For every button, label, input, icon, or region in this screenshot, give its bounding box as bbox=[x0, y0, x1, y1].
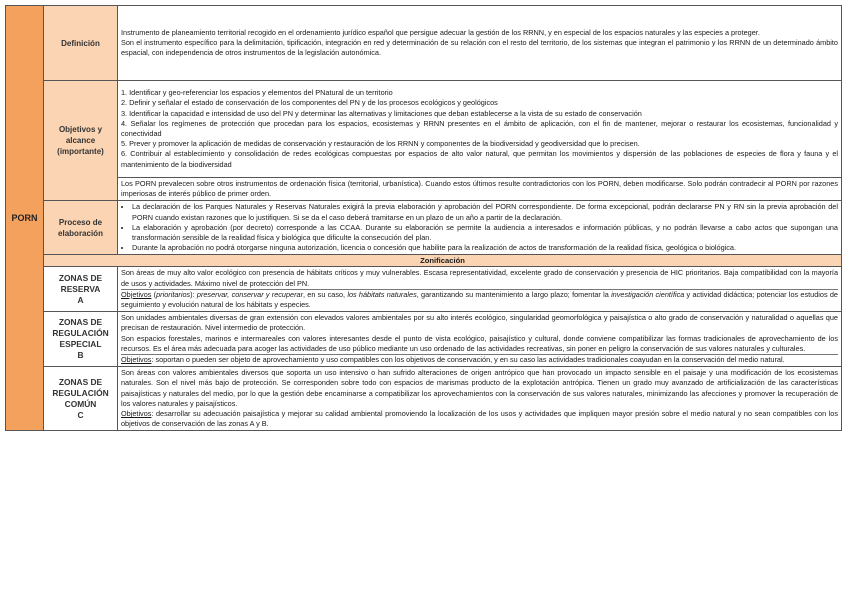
definicion-content bbox=[118, 6, 842, 81]
objetivo-item: 1. Identificar y geo-referenciar los espacios y elementos del PNatural de un territorio bbox=[121, 88, 393, 98]
zona-b-description: Son espacios forestales, marinos e intermareales con valores interesantes desde el punto de vista ecológico, paisajístico y cultural, donde conviene compatibilizar las formas tradicionales de aprovechamiento de los recursos. Es el área más adecuada para acoger las actividades de uso público mediante un uso ordenado de las actividades recreativas, sin poner en peligro la conservación de sus valores naturales y culturales. bbox=[121, 333, 838, 353]
proceso-bullet: • Durante la aprobación no podrá otorgarse ninguna autorización, licencia o concesión que habilite para la realización de actos de transformación de la realidad física, geológica o biológica. bbox=[132, 243, 838, 253]
zona-a-label-line: A bbox=[77, 294, 84, 305]
row-zona-a bbox=[6, 267, 842, 312]
zona-a-content bbox=[118, 267, 842, 312]
objetivos-heading: Objetivos bbox=[121, 409, 152, 419]
zona-c-content bbox=[118, 367, 842, 431]
text-fragment: prioritarios bbox=[156, 289, 191, 299]
zona-c-label-line: REGULACIÓN bbox=[52, 387, 109, 398]
objetivos-label: Objetivos y alcance (importante) bbox=[44, 81, 118, 201]
porn-label: PORN bbox=[6, 6, 44, 431]
zona-b-description: Son unidades ambientales diversas de gran extensión con elevados valores ambientales por su alto interés ecológico, singularidad geomorfológica y paisajística o alto grado de conservación y naturalidad o aquellas que precisan de restauración. Nivel intermedio de protección. bbox=[121, 313, 838, 333]
objetivo-item: 4. Señalar los regímenes de protección que procedan para los espacios, ecosistemas y RRNN presentes en el ámbito de aplicación, con el fin de mantener, mejorar o restaurar los ecosistemas, funcionalidad y conectividad bbox=[121, 118, 838, 138]
porn-table bbox=[5, 5, 842, 431]
zona-a-description: Son áreas de muy alto valor ecológico con presencia de hábitats críticos y muy vulnerables. Escasa representatividad, excelente grado de conservación y presencia de HIC prioritarios. Baja compatibilidad con la mayoría de usos y actividades. Máximo nivel de protección del PN. bbox=[121, 268, 838, 288]
text-fragment: ( bbox=[151, 289, 157, 299]
zona-c-label-line: ZONAS DE bbox=[58, 376, 103, 387]
objetivos-heading: Objetivos bbox=[121, 289, 152, 299]
objetivo-item: 3. Identificar la capacidad e intensidad de uso del PN y determinar las alternativas y limitaciones que deban establecerse a la vista de su estado de conservación bbox=[121, 108, 642, 118]
text-fragment: , garantizando su mantenimiento a largo plazo; fomentar la bbox=[416, 289, 612, 299]
zona-c-description: Son áreas con valores ambientales diversos que soporta un uso intensivo o han sufrido alteraciones de origen antrópico que han provocado un impacto sensible en el paisaje y una modificación de los ecosistemas naturales. Son el nivel más bajo de protección. Se corresponden sobre todo con espacios de marismas producto de la explotación antrópica. Tienen un grado muy avanzado de artificialización de las características paisajísticas y naturales del medio, por lo que la gestión debe encaminarse a compatibilizar los aprovechamientos con la conservación de sus valores naturales, minimizando las afecciones y promover la recuperación de los valores naturales y paisajísticos. bbox=[121, 368, 838, 408]
text-fragment: preservar, conservar y recuperar bbox=[196, 289, 304, 299]
objetivo-item: 5. Prever y promover la aplicación de medidas de conservación y restauración de los RRNN y componentes de la biodiversidad y geodiversidad que lo precisen. bbox=[121, 139, 640, 149]
proceso-label: Proceso de elaboración bbox=[44, 201, 118, 255]
alcance-content: Los PORN prevalecen sobre otros instrumentos de ordenación física (territorial, urbanística). Cuando estos últimos resulte contradictorios con los PORN, deben modificarse. Solo podrán contradecir al PORN por razones imperiosas de interés público de primer orden. bbox=[118, 178, 842, 201]
text-fragment: : desarrollar su adecuación paisajística y mejorar su calidad ambiental promoviendo la localización de los usos y actividades que impliquen mayor presión sobre el medio natural y no sean compatibles con los objetivos de conservación de las zonas A y B. bbox=[121, 409, 838, 429]
row-zona-c bbox=[6, 367, 842, 431]
definicion-paragraph-1: Instrumento de planeamiento territorial recogido en el ordenamiento jurídico español que persigue adecuar la gestión de los RRNN, y en especial de los espacios naturales y las especies a proteger. bbox=[121, 27, 760, 37]
zona-b-content bbox=[118, 312, 842, 367]
row-zona-b bbox=[6, 312, 842, 367]
row-definicion bbox=[6, 6, 842, 81]
zona-a-label-line: ZONAS DE bbox=[58, 272, 103, 283]
zona-b-label bbox=[44, 312, 118, 367]
objetivo-item: 2. Definir y señalar el estado de conservación de los componentes del PN y de los procesos ecológicos y geológicos bbox=[121, 98, 498, 108]
zona-a-label-line: RESERVA bbox=[60, 283, 101, 294]
row-alcance bbox=[6, 178, 842, 201]
proceso-bullet: • La elaboración y aprobación (por decreto) corresponde a las CCAA. Durante su elaboración se permite la audiencia a interesados e información públicas, y no podrán llevarse a cabo actos que supongan una transformación sensible de la realidad física y biológica que dificulte la consecución del plan. bbox=[132, 223, 838, 243]
text-fragment: los hábitats naturales bbox=[347, 289, 417, 299]
zona-b-label-line: REGULACIÓN bbox=[52, 328, 109, 339]
row-proceso bbox=[6, 201, 842, 255]
zona-c-objetivos bbox=[121, 409, 838, 429]
text-fragment: y actividad didáctica; potenciar los estudios de seguimiento y evolución natural de los hábitats y especies. bbox=[121, 289, 838, 310]
objetivos-list bbox=[118, 81, 842, 178]
text-fragment: , en su caso, bbox=[303, 289, 348, 299]
porn-summary-table bbox=[5, 5, 841, 431]
zona-c-label-line: C bbox=[77, 409, 84, 420]
objetivos-heading: Objetivos bbox=[121, 355, 152, 365]
proceso-bullet: • La declaración de los Parques Naturales y Reservas Naturales exigirá la previa elaboración y aprobación del PORN correspondiente. De forma excepcional, podrán declararse PN y RN sin la previa aprobación del PORN cuando existan razones que lo justifiquen. Si se da el caso deberá tramitarse en un plazo de un año a partir de la declaración. bbox=[132, 202, 838, 222]
text-fragment: : soportan o pueden ser objeto de aprovechamiento y uso compatibles con los objetivos de conservación, y en su caso las actividades tradicionales coayudan en la conservación del medio natural. bbox=[151, 355, 785, 365]
text-fragment: investigación científica bbox=[611, 289, 685, 299]
zona-a-label bbox=[44, 267, 118, 312]
zona-b-label-line: ESPECIAL bbox=[59, 339, 102, 350]
zona-a-objetivos bbox=[121, 289, 838, 310]
zona-c-label bbox=[44, 367, 118, 431]
definicion-paragraph-2: Son el instrumento específico para la delimitación, tipificación, integración en red y determinación de su relación con el resto del territorio, de los sistemas que integran el patrimonio y los RRNN de un determinado ámbito espacial, con independencia de otros instrumentos de la legislación autonómica. bbox=[121, 37, 838, 58]
zona-c-label-line: COMÚN bbox=[64, 398, 97, 409]
row-objetivos bbox=[6, 81, 842, 178]
proceso-content bbox=[118, 201, 842, 255]
zona-b-label-line: ZONAS DE bbox=[58, 317, 103, 328]
objetivo-item: 6. Contribuir al establecimiento y consolidación de redes ecológicas compuestas por espacios de alto valor natural, que permitan los movimientos y dispersión de las poblaciones de especies de flora y fauna y el mantenimiento de la biodiversidad bbox=[121, 149, 838, 169]
definicion-label: Definición bbox=[44, 6, 118, 81]
zona-b-objetivos bbox=[121, 354, 838, 365]
text-fragment: ): bbox=[190, 289, 197, 299]
zona-b-label-line: B bbox=[77, 350, 84, 361]
zonificacion-header: Zonificación bbox=[44, 255, 842, 267]
row-zonificacion-header bbox=[6, 255, 842, 267]
